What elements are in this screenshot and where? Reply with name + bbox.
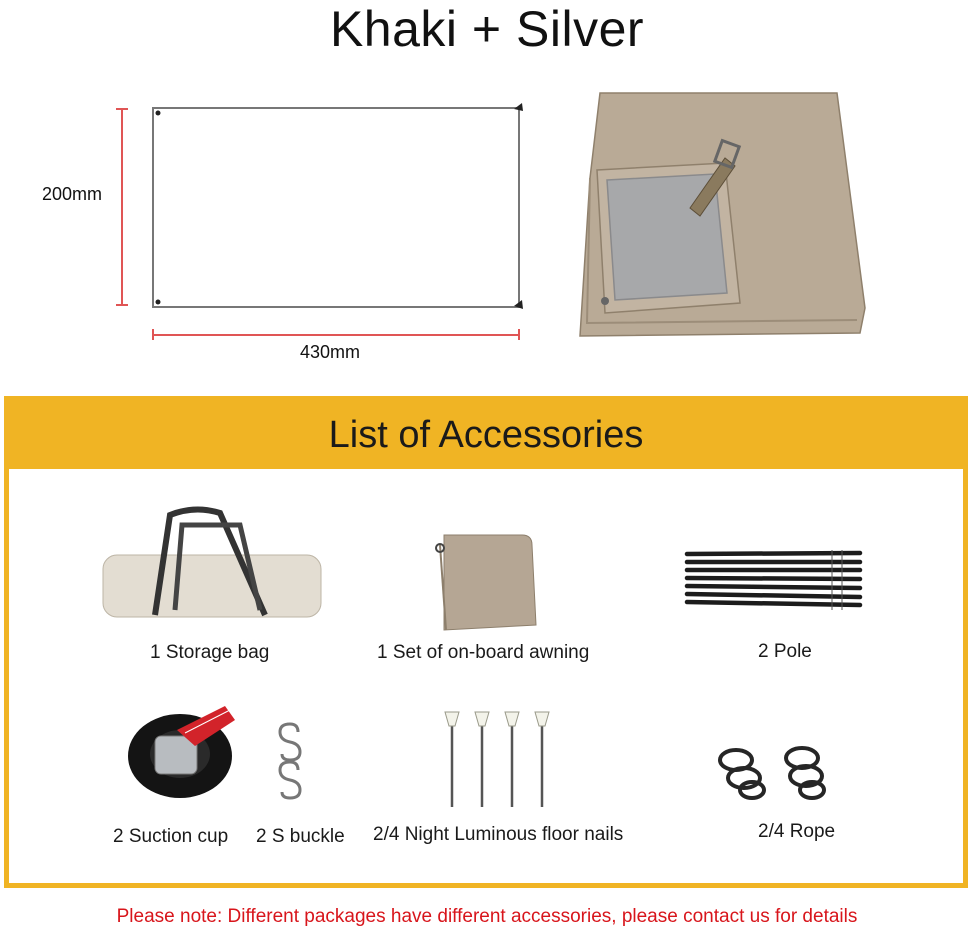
accessory-label: 2 Suction cup [113, 826, 229, 847]
height-dimension-label: 200mm [42, 184, 103, 204]
folded-awning-image [432, 530, 542, 635]
storage-bag-image [100, 505, 325, 625]
s-buckle-image [268, 720, 312, 800]
floor-nails-image [435, 702, 555, 812]
suction-cup-image [125, 698, 243, 803]
accessory-label: 2/4 Rope [758, 821, 836, 842]
width-dimension-label: 430mm [300, 342, 361, 362]
accessory-label: 2/4 Night Luminous floor nails [373, 824, 624, 845]
page-title: Khaki + Silver [329, 1, 645, 57]
rope-image [714, 742, 834, 804]
accessory-label: 1 Set of on-board awning [377, 642, 590, 663]
poles-image [682, 548, 866, 614]
accessories-header: List of Accessories [9, 401, 963, 469]
package-note: Please note: Different packages have different accessories, please contact us for details [116, 906, 858, 927]
folded-tarp-image [575, 88, 870, 343]
accessory-label: 2 Pole [758, 641, 812, 662]
accessory-label: 1 Storage bag [150, 642, 270, 663]
accessory-label: 2 S buckle [256, 826, 345, 847]
dimension-diagram [110, 95, 530, 340]
